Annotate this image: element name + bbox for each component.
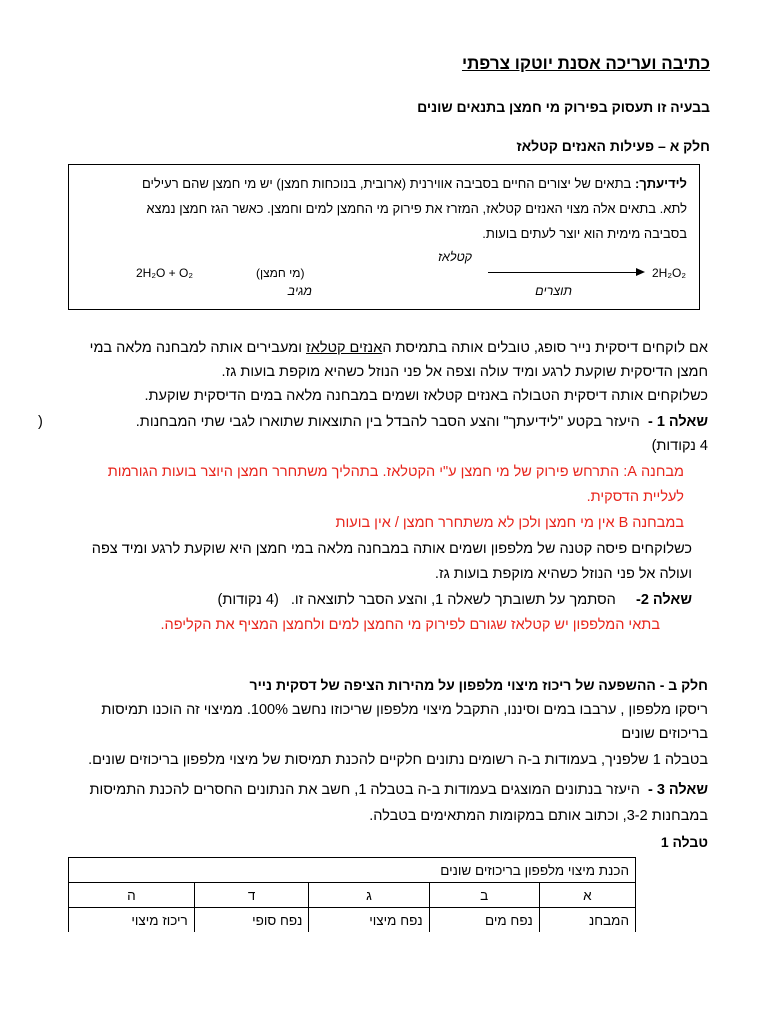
part-b-line2: בריכוזים שונים — [621, 726, 708, 742]
products-label: תוצרים — [535, 284, 572, 298]
reaction-arrow-line — [488, 272, 640, 273]
table-letter: ב — [429, 883, 539, 908]
did-you-know-text — [142, 171, 687, 246]
document-title: כתיבה ועריכה אסנת יוטקו צרפתי — [461, 54, 710, 73]
table-caption-row — [69, 858, 636, 883]
para1-line1 — [90, 337, 708, 361]
table-header: ריכוז מיצוי — [69, 908, 195, 933]
did-you-know-label: לידיעתך: — [634, 176, 687, 191]
question-1-text: היעזר בקטע "לידיעתך" והצע הסבר להבדל בין התוצאות שתוארו לגבי שתי המבחנות. — [135, 414, 640, 430]
table-header: נפח מים — [429, 908, 539, 933]
table-header: המבחנ — [539, 908, 635, 933]
reactant-note: (מי חמצן) — [256, 266, 305, 280]
question-1-points: 4 נקודות) — [651, 438, 708, 454]
question-1-paren: ( — [38, 414, 43, 430]
table-letter: ה — [69, 883, 195, 908]
para1-line2: חמצן הדיסקית שוקעת לרגע ומיד עולה וצפה אל פני הנוזל כשהיא מוקפת בועות גז. — [221, 364, 708, 380]
products-formula — [136, 266, 193, 280]
table-letters-row — [69, 883, 636, 908]
question-2-points: (4 נקודות) — [217, 592, 279, 608]
para1-enzyme-underlined: אנזים קטלאז — [306, 340, 383, 356]
para1-line1-end: ומעבירים אותה למבחנה מלאה במי — [89, 340, 307, 356]
para1-line3: כשלוקחים אותה דיסקית הטבולה באנזים קטלאז ושמים במבחנה מלאה במים הדיסקית שוקעת. — [144, 388, 708, 404]
question-1-label: שאלה 1 - — [647, 414, 708, 430]
question-3-line2: במבחנות 3-2, וכתוב אותם במקומות המתאימים בטבלה. — [369, 808, 708, 824]
table-letter: ד — [194, 883, 309, 908]
table-letter: ג — [309, 883, 429, 908]
did-you-know-box — [68, 164, 700, 310]
part-b-line1: ריסקו מלפפון , ערבבו במים וסיננו, התקבל מיצוי מלפפון שריכוזו נחשב 100%. ממיצוי זה הוכנו תמיסות — [101, 702, 708, 718]
answer-1-line1: מבחנה A: התרחש פירוק של מי חמצן ע"י הקטלאז. בתהליך משתחרר חמצן היוצר בועות הגורמות — [107, 464, 684, 480]
table-letter: א — [539, 883, 635, 908]
answer-1-line2: לעליית הדסקית. — [586, 489, 684, 505]
intro-heading: בבעיה זו תעסוק בפירוק מי חמצן בתנאים שונים — [417, 99, 710, 115]
table-header: נפח מיצוי — [309, 908, 429, 933]
question-1 — [136, 411, 708, 435]
did-you-know-line2: לתא. בתאים אלה מצוי האנזים קטלאז, המזרז את פירוק מי החמצן למים וחמצן. כאשר הגז חמצן נמצא — [146, 201, 687, 216]
enzyme-label: קטלאז — [437, 250, 472, 264]
reactant-label: מגיב — [287, 284, 312, 298]
table-1 — [68, 857, 636, 932]
part-b-line3: בטבלה 1 שלפניך, בעמודות ב-ה רשומים נתונים חלקיים להכנת תמיסות של מיצוי מלפפון בריכוזים שונים. — [88, 752, 708, 768]
question-2-label: שאלה 2- — [635, 592, 692, 608]
table-headers-row — [69, 908, 636, 933]
products-formula-text: 2H₂O + O₂ — [136, 266, 193, 280]
table-header: נפח סופי — [194, 908, 309, 933]
part-a-heading: חלק א – פעילות האנזים קטלאז — [516, 138, 710, 154]
answer-2: בתאי המלפפון יש קטלאז שגורם לפירוק מי החמצן למים ולחמצן המציף את הקליפה. — [160, 617, 660, 633]
para2-line2: ועולה אל פני הנוזל כשהיא מוקפת בועות גז. — [434, 566, 692, 582]
did-you-know-line1: בתאים של יצורים החיים בסביבה אווירנית (ארובית, בנוכחות חמצן) יש מי חמצן שהם רעילים — [141, 176, 635, 191]
question-3-text: היעזר בנתונים המוצגים בעמודות ב-ה בטבלה 1, חשב את הנתונים החסרים להכנת התמיסות — [89, 782, 640, 798]
reactant-formula: 2H₂O₂ — [652, 266, 686, 280]
para2-line1: כשלוקחים פיסה קטנה של מלפפון ושמים אותה במבחנה מלאה במי חמצן היא שוקעת לרגע ומיד צפה — [91, 541, 692, 557]
question-3-label: שאלה 3 - — [647, 782, 708, 798]
did-you-know-line3: בסביבה מימית הוא יוצר לעתים בועות. — [482, 226, 687, 241]
answer-1-line3: במבחנה B אין מי חמצן ולכן לא משתחרר חמצן / אין בועות — [335, 515, 684, 531]
table-1-label: טבלה 1 — [660, 834, 708, 850]
reaction-arrow-head — [636, 268, 645, 276]
para1-line1-start: אם לוקחים דיסקית נייר סופג, טובלים אותה בתמיסת ה — [382, 340, 708, 356]
question-2 — [218, 589, 692, 613]
part-b-heading: חלק ב - ההשפעה של ריכוז מיצוי מלפפון על מהירות הציפה של דסקית נייר — [249, 677, 708, 693]
question-3-line1 — [90, 779, 708, 803]
table-caption: הכנת מיצוי מלפפון בריכוזים שונים — [69, 858, 636, 883]
question-2-text: הסתמך על תשובתך לשאלה 1, והצע הסבר לתוצאה זו. — [290, 592, 616, 608]
